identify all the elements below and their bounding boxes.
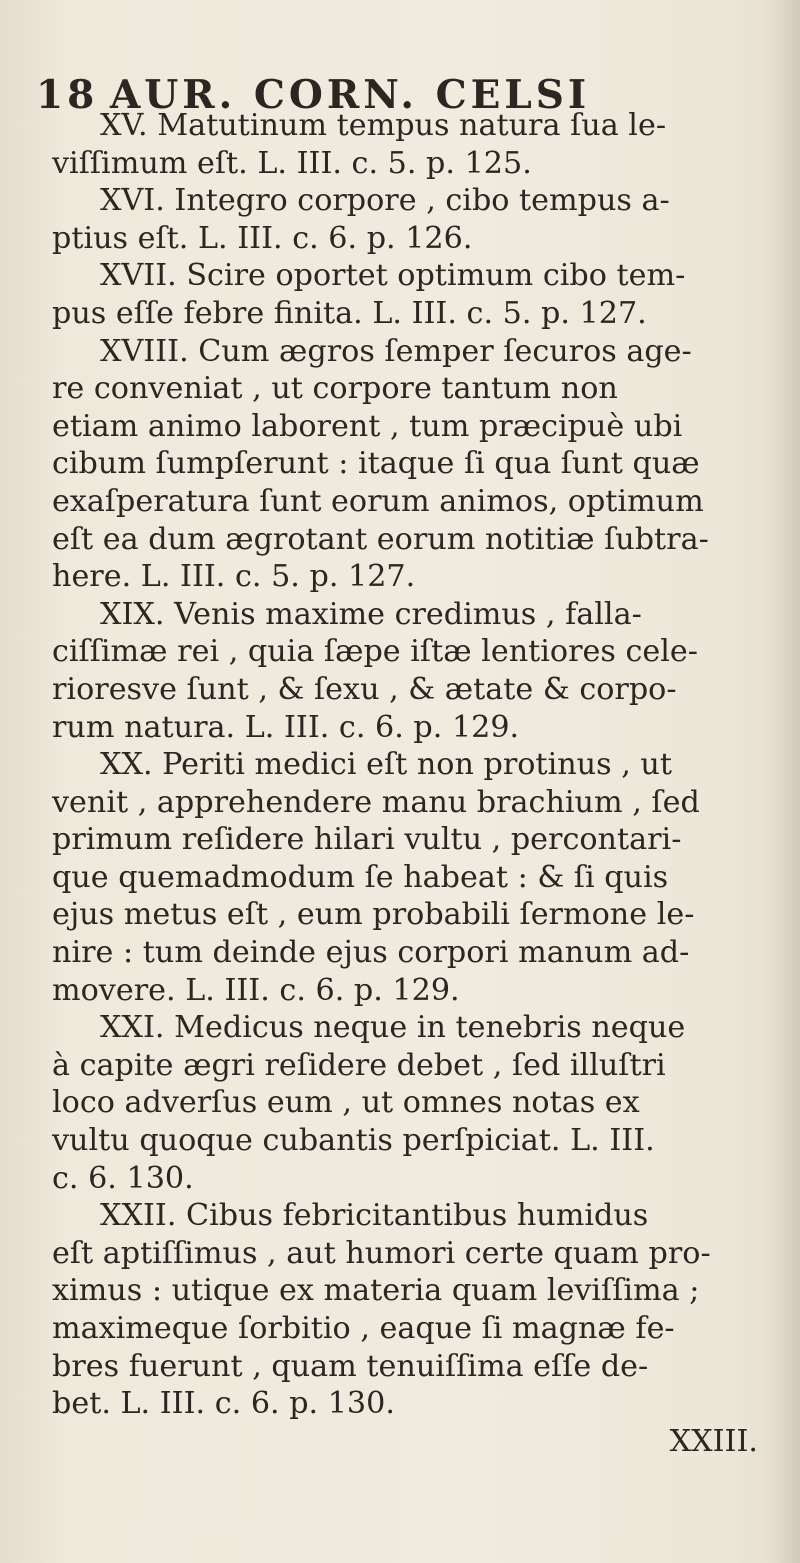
text-line: bres fuerunt , quam tenuiſſima eſſe de- — [52, 1348, 649, 1384]
text-line: ximus : utique ex materia quam leviſſima ; — [52, 1273, 700, 1309]
text-line: XVII. Scire oportet optimum cibo tem- — [100, 258, 686, 294]
text-line: etiam animo laborent , tum præcipuè ubi — [52, 408, 683, 444]
text-line: ejus metus eſt , eum probabili ſermone le- — [52, 897, 695, 933]
page-edge-shadow — [770, 0, 800, 1563]
text-line: maximeque ſorbitio , eaque ſi magnæ fe- — [52, 1311, 675, 1346]
text-line: exaſperatura ſunt eorum animos, optimum — [52, 483, 704, 519]
text-line: vultu quoque cubantis perſpiciat. L. III. — [52, 1123, 655, 1159]
text-line: nire : tum deinde ejus corpori manum ad- — [52, 935, 690, 971]
text-line: rum natura. L. III. c. 6. p. 129. — [52, 709, 520, 745]
text-line: venit , apprehendere manu brachium , ſed — [52, 784, 700, 820]
text-line: re conveniat , ut corpore tantum non — [52, 371, 618, 407]
text-line: rioresve ſunt , & ſexu , & ætate & corpo- — [52, 671, 677, 707]
text-line: XIX. Venis maxime credimus , falla- — [100, 596, 642, 632]
text-line: XX. Periti medici eſt non protinus , ut — [100, 747, 672, 783]
text-line: viſſimum eſt. L. III. c. 5. p. 125. — [52, 145, 532, 181]
text-line: bet. L. III. c. 6. p. 130. — [52, 1386, 395, 1422]
text-line: pus eſſe febre finita. L. III. c. 5. p. 127. — [52, 295, 647, 331]
text-line: primum reſidere hilari vultu , percontari- — [52, 822, 682, 858]
text-line: XXI. Medicus neque in tenebris neque — [100, 1010, 686, 1046]
text-line: loco adverſus eum , ut omnes notas ex — [52, 1085, 640, 1121]
running-title: AUR. CORN. CELSI — [110, 72, 591, 118]
text-line: ciſſimæ rei , quia ſæpe iſtæ lentiores cele- — [52, 634, 698, 670]
text-line: XVI. Integro corpore , cibo tempus a- — [100, 183, 670, 219]
text-line: eſt aptiſſimus , aut humori certe quam pro- — [52, 1235, 711, 1271]
text-line: XV. Matutinum tempus natura ſua le- — [100, 108, 667, 143]
text-body — [52, 107, 764, 1460]
text-line: XVIII. Cum ægros ſemper ſecuros age- — [100, 333, 692, 369]
text-line: movere. L. III. c. 6. p. 129. — [52, 972, 460, 1008]
text-line: here. L. III. c. 5. p. 127. — [52, 559, 416, 595]
text-line: cibum ſumpſerunt : itaque ſi qua ſunt quæ — [52, 446, 700, 482]
catchword: XXIII. — [669, 1423, 758, 1459]
page-number: 18 — [36, 72, 99, 118]
text-line: ptius eſt. L. III. c. 6. p. 126. — [52, 220, 473, 256]
text-line: c. 6. 130. — [52, 1160, 194, 1196]
text-line: à capite ægri reſidere debet , ſed illuſtri — [52, 1047, 666, 1083]
text-line: XXII. Cibus febricitantibus humidus — [100, 1198, 649, 1234]
text-line: eſt ea dum ægrotant eorum notitiæ ſubtra- — [52, 521, 709, 557]
text-line: que quemadmodum ſe habeat : & ſi quis — [52, 859, 669, 895]
